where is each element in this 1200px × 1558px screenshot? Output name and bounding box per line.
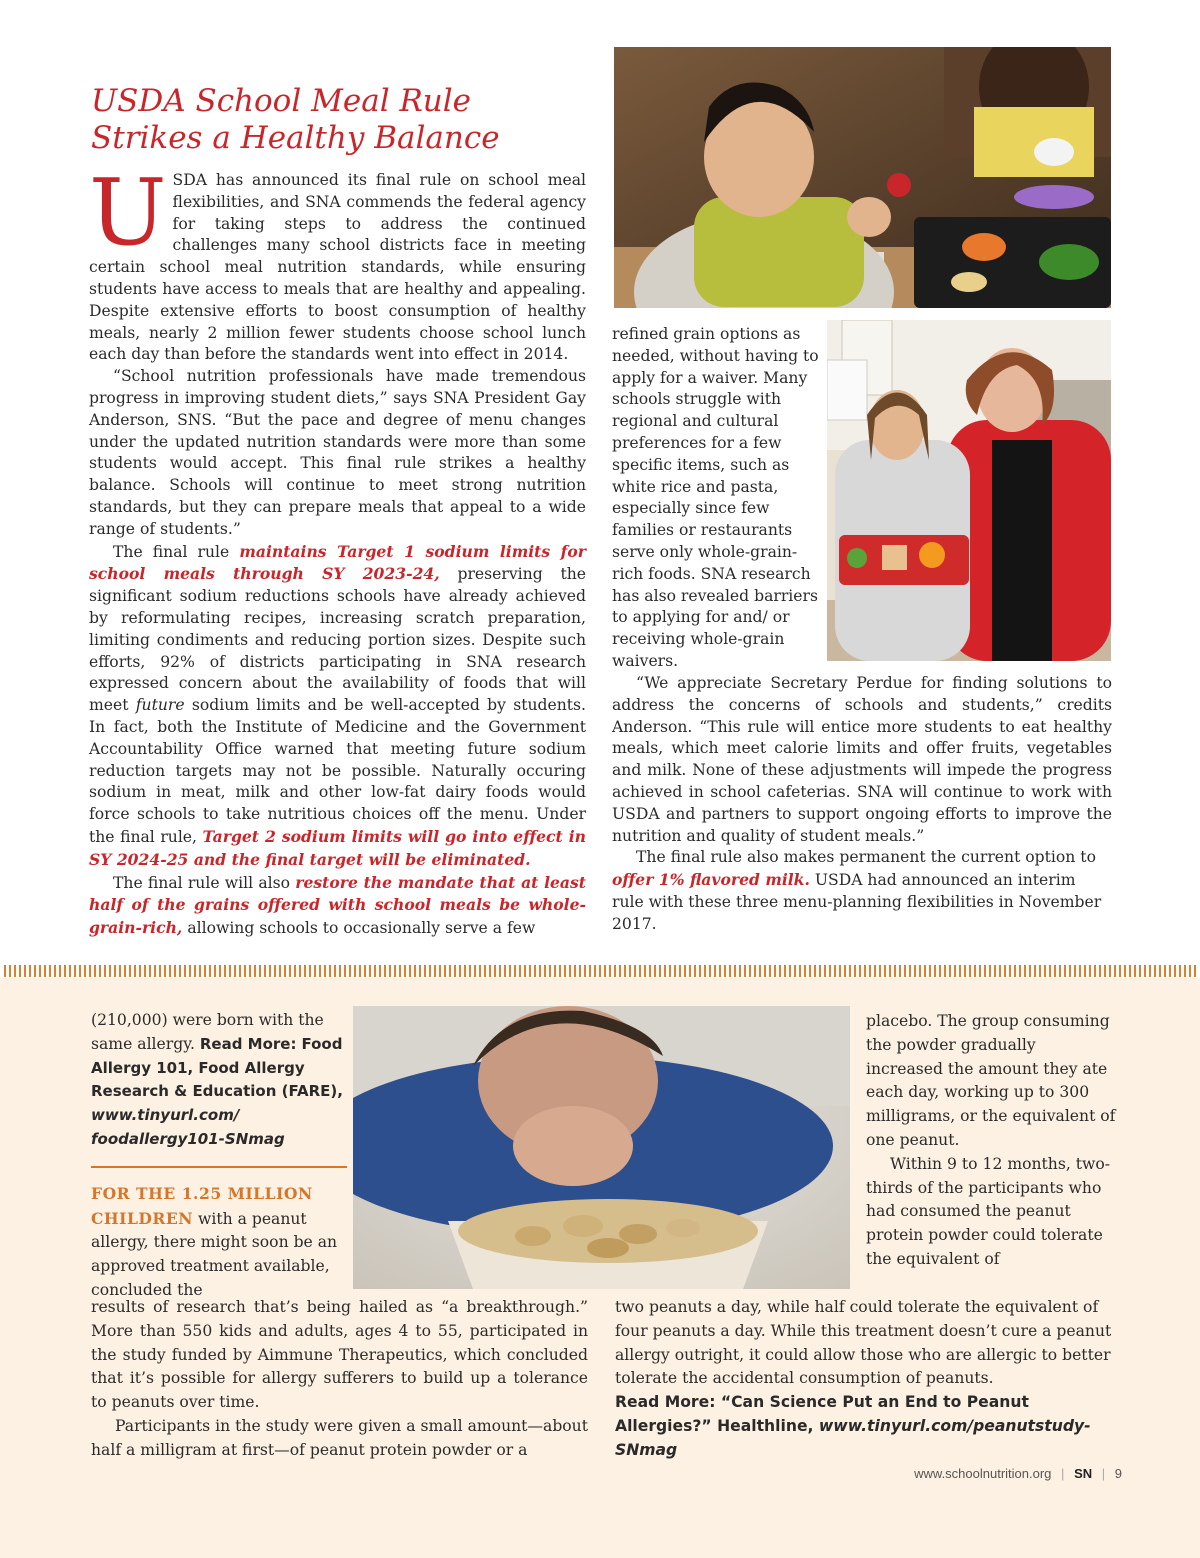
read-more: Read More: “Can Science Put an End to Peanut Allergies?” Healthline, www.tinyurl.com/peanutstudy-SNmag [615, 1393, 1091, 1459]
article-column-right [612, 673, 1112, 936]
photo-student-with-lunch-lady [827, 320, 1111, 661]
photo-boy-eating-lunch [614, 47, 1111, 308]
sidebar-column-right [615, 1296, 1115, 1463]
read-more-title: Food Allergy 101, Food Allergy Research & Education (FARE), [91, 1034, 343, 1101]
article-paragraph: refined grain options as needed, without having to apply for a waiver. Many schools struggle with regional and cultural preferences for a few specific items, such as white rice and pasta, especially since few families or restaurants serve only whole-grain-rich foods. SNA research has also revealed barriers to applying for and/ or receiving whole-grain waivers. [612, 325, 819, 670]
read-more-label: Read More: [199, 1034, 297, 1053]
photo-child-with-peanuts [353, 1006, 850, 1289]
drop-cap: U [89, 159, 167, 266]
sidebar-paragraph: Within 9 to 12 months, two-thirds of the participants who had consumed the peanut protein powder could tolerate the equivalent of [866, 1154, 1111, 1268]
article-paragraph: U SDA has announced its final rule on school meal flexibilities, and SNA commends the federal agency for taking steps to address the continued challenges many school districts face in meeting certain school meal nutrition standards, while ensuring students have access to meals that are healthy and appealing. Despite extensive efforts to boost consumption of healthy meals, nearly 2 million fewer students choose school lunch each day than before the standards went into effect in 2014. [89, 159, 586, 364]
sidebar-column-left-narrow [91, 1009, 349, 1303]
sidebar-paragraph: placebo. The group consuming the powder gradually increased the amount they ate each day, working up to 300 milligrams, or the equivalent of one peanut. [866, 1012, 1116, 1149]
article-column-right-narrow [612, 324, 822, 673]
sidebar-paragraph: results of research that’s being hailed as “a breakthrough.” More than 550 kids and adults, ages 4 to 55, participated in the study funded by Aimmune Therapeutics, which concluded that it’s possible for allergy sufferers to build up a tolerance to peanuts over time. [91, 1298, 588, 1412]
page-footer [914, 1466, 1122, 1481]
footer-separator: | [1061, 1466, 1065, 1481]
lead-caps: FOR THE 1.25 MILLION CHILDREN [91, 1183, 313, 1228]
article-paragraph: The final rule will also restore the mandate that at least half of the grains offered with school meals be whole-grain-rich, allowing schools to occasionally serve a few [89, 872, 586, 938]
highlight-text: restore the mandate that at least half of the grains offered with school meals be whole-grain-rich, [89, 872, 586, 938]
sidebar-paragraph: Participants in the study were given a small amount—about half a milligram at first—of peanut protein powder or a [91, 1416, 588, 1459]
read-more-link[interactable]: www.tinyurl.com/peanutstudy-SNmag [615, 1416, 1091, 1459]
sidebar-paragraph: FOR THE 1.25 MILLION CHILDREN with a peanut allergy, there might soon be an approved treatment available, concluded the [91, 1183, 338, 1299]
photo-boy-eating-lunch-image [614, 47, 1111, 308]
article-paragraph: The final rule maintains Target 1 sodium limits for school meals through SY 2023-24, preserving the significant sodium reductions schools have already achieved by reformulating recipes, increasing scratch preparation, limiting condiments and reducing portion sizes. Despite such efforts, 92% of districts participating in SNA research expressed concern about the availability of foods that will meet future sodium limits and be well-accepted by students. In fact, both the Institute of Medicine and the Government Accountability Office warned that meeting future sodium reduction targets may not be possible. Naturally occuring sodium in meat, milk and other low-fat dairy foods would force schools to take nutritious choices off the menu. Under the final rule, Target 2 sodium limits will go into effect in SY 2024-25 and the final target will be eliminated. [89, 541, 587, 869]
sidebar-column-right-narrow [866, 1010, 1116, 1272]
sidebar-paragraph: (210,000) were born with the same allergy. Read More: Food Allergy 101, Food Allergy Research & Education (FARE), www.tinyurl.com/ foodallergy101-SNmag [91, 1011, 343, 1148]
sidebar-column-left [91, 1296, 588, 1463]
page-number: 9 [1114, 1466, 1122, 1481]
article-paragraph: The final rule also makes permanent the current option to offer 1% flavored milk. USDA had announced an interim rule with these three menu-planning flexibilities in November 2017. [612, 848, 1102, 933]
highlight-text: maintains Target 1 sodium limits for school meals through SY 2023-24, [89, 541, 587, 584]
highlight-text: offer 1% flavored milk. [612, 870, 810, 890]
sidebar-paragraph: two peanuts a day, while half could tolerate the equivalent of four peanuts a day. While this treatment doesn’t cure a peanut allergy outright, it could allow those who are allergic to better tolerate the accidental consumption of peanuts. [615, 1298, 1112, 1388]
section-divider [4, 965, 1196, 977]
photo-child-with-peanuts-image [353, 1006, 850, 1289]
footer-url[interactable]: www.schoolnutrition.org [914, 1466, 1052, 1481]
highlight-text: Target 2 sodium limits will go into effect in SY 2024-25 and the final target will be eliminated. [89, 826, 587, 869]
article-paragraph: “We appreciate Secretary Perdue for finding solutions to address the concerns of schools and students,” credits Anderson. “This rule will entice more students to eat healthy meals, which meet calorie limits and offer fruits, vegetables and milk. None of these adjustments will impede the progress achieved in school cafeterias. SNA will continue to work with USDA and partners to support ongoing efforts to improve the nutrition and quality of student meals.” [612, 674, 1112, 845]
read-more-link[interactable]: www.tinyurl.com/ foodallergy101-SNmag [91, 1106, 285, 1148]
footer-separator: | [1101, 1466, 1106, 1481]
footer-brand: SN [1074, 1466, 1093, 1481]
article-column-left [89, 159, 587, 940]
sidebar-rule [91, 1166, 347, 1168]
photo-student-with-lunch-lady-image [827, 320, 1111, 661]
article-paragraph: “School nutrition professionals have made tremendous progress in improving student diets,” says SNA President Gay Anderson, SNS. “But the pace and degree of menu changes under the updated nutrition standards were more than some students would accept. This final rule strikes a healthy balance. Schools will continue to meet strong nutrition standards, but they can prepare meals that appeal to a wide range of students.” [89, 367, 586, 538]
article-title: USDA School Meal Rule Strikes a Healthy Balance [91, 83, 500, 156]
